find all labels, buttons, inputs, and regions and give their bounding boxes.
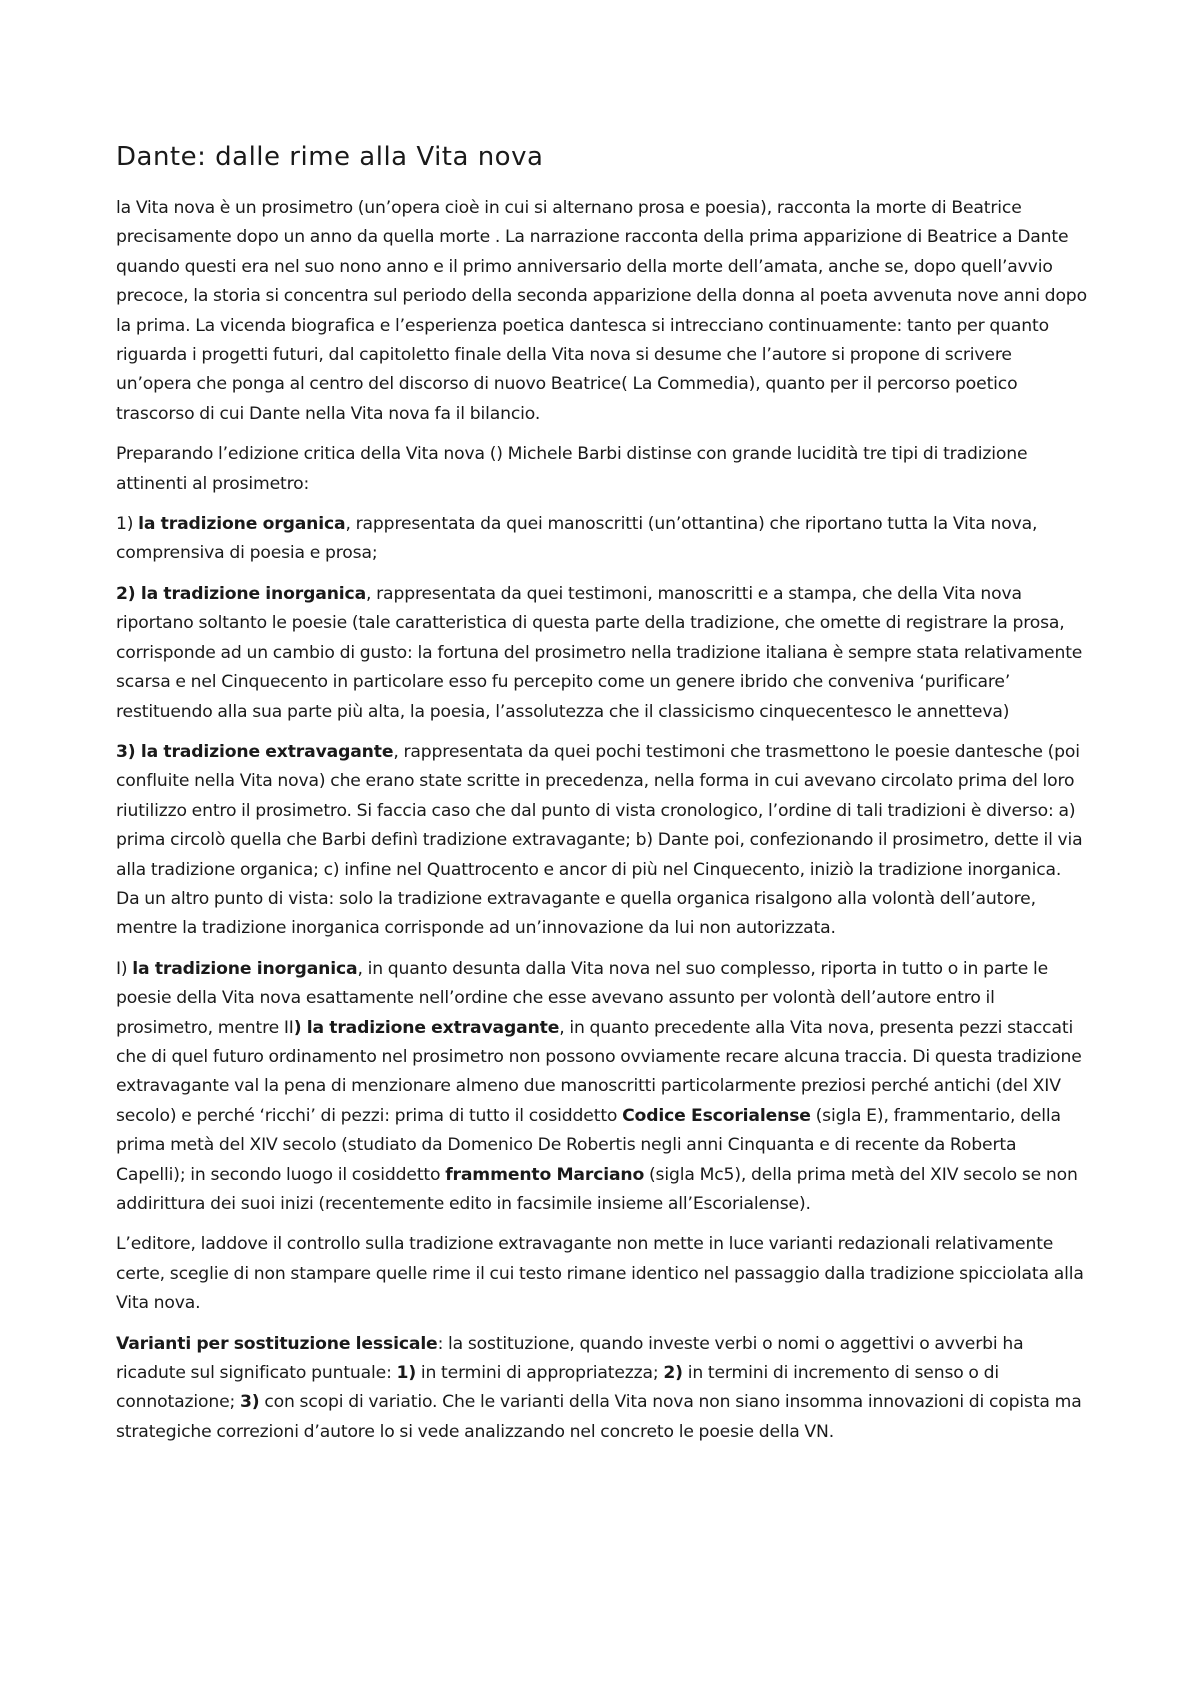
text-run: L’editore, laddove il controllo sulla tradizione extravagante non mette in luce varianti redazionali relativamente certe, sceglie di non stampare quelle rime il cui testo rimane identico nel passaggio dalla tradizione spicciolata alla Vita nova. [116, 1234, 1084, 1314]
text-run: (sigla E), frammentario, della prima metà del XIV secolo (studiato da Domenico De Robertis negli anni Cinquanta e di recente da Roberta Capelli); in secondo luogo il cosiddetto [116, 1105, 1061, 1185]
text-run: (sigla Mc5), della prima metà del XIV secolo se non addirittura dei suoi inizi (recentemente edito in facsimile insieme all’Escorialense). [116, 1164, 1078, 1214]
paragraph-6 [116, 955, 1088, 1220]
bold-text: Codice Escorialense [622, 1105, 811, 1126]
paragraph-7 [116, 1230, 1088, 1318]
bold-text: Varianti per sostituzione lessicale [116, 1333, 438, 1354]
text-run: : la sostituzione, quando investe verbi o nomi o aggettivi o avverbi ha ricadute sul significato puntuale: [116, 1333, 1024, 1384]
paragraph-8 [116, 1330, 1088, 1448]
text-run: , rappresentata da quei pochi testimoni che trasmettono le poesie dantesche (poi confluite nella Vita nova) che erano state scritte in precedenza, nella forma in cui avevano circolato prima del loro riutilizzo entro il prosimetro. Si faccia caso che dal punto di vista cronologico, l’ordine di tali tradizioni è diverso: a) prima circolò quella che Barbi definì tradizione extravagante; b) Dante poi, confezionando il prosimetro, dette il via alla tradizione organica; c) infine nel Quattrocento e ancor di più nel Cinquecento, iniziò la tradizione inorganica. Da un altro punto di vista: solo la tradizione extravagante e quella organica risalgono alla volontà dell’autore, mentre la tradizione inorganica corrisponde ad un’innovazione da lui non autorizzata. [116, 741, 1083, 939]
paragraph-5 [116, 738, 1088, 944]
bold-text: 2) la tradizione inorganica [116, 583, 367, 604]
document-body [116, 194, 1088, 1447]
text-run: , rappresentata da quei manoscritti (un’ottantina) che riportano tutta la Vita nova, comprensiva di poesia e prosa; [116, 514, 1038, 564]
paragraph-1 [116, 194, 1088, 429]
bold-text: la tradizione inorganica [132, 958, 358, 979]
text-run: in termini di appropriatezza; [416, 1363, 664, 1384]
text-run: I) [116, 958, 133, 979]
paragraph-3 [116, 510, 1088, 569]
text-run: , rappresentata da quei testimoni, manoscritti e a stampa, che della Vita nova riportano soltanto le poesie (tale caratteristica di questa parte della tradizione, che omette di registrare la prosa, corrisponde ad un cambio di gusto: la fortuna del prosimetro nella tradizione italiana è sempre stata relativamente scarsa e nel Cinquecento in particolare esso fu percepito come un genere ibrido che conveniva ‘purificare’ restituendo alla sua parte più alta, la poesia, l’assolutezza che il classicismo cinquecentesco le annetteva) [116, 583, 1083, 722]
document-title: Dante: dalle rime alla Vita nova [116, 142, 544, 172]
bold-text: ) la tradizione extravagante [293, 1017, 560, 1038]
bold-text: 3) la tradizione extravagante [116, 741, 394, 762]
text-run: 1) [116, 514, 139, 535]
paragraph-2 [116, 440, 1088, 499]
text-run: Preparando l’edizione critica della Vita nova () Michele Barbi distinse con grande lucidità tre tipi di tradizione attinenti al prosimetro: [116, 444, 1028, 494]
text-run: con scopi di variatio. Che le varianti della Vita nova non siano insomma innovazioni di copista ma strategiche correzioni d’autore lo si vede analizzando nel concreto le poesie della VN. [116, 1392, 1082, 1442]
bold-text: 2) [663, 1363, 683, 1384]
text-run: la Vita nova è un prosimetro (un’opera cioè in cui si alternano prosa e poesia), racconta la morte di Beatrice precisamente dopo un anno da quella morte . La narrazione racconta della prima apparizione di Beatrice a Dante quando questi era nel suo nono anno e il primo anniversario della morte dell’amata, anche se, dopo quell’avvio precoce, la storia si concentra sul periodo della seconda apparizione della donna al poeta avvenuta nove anni dopo la prima. La vicenda biografica e l’esperienza poetica dantesca si intrecciano continuamente: tanto per quanto riguarda i progetti futuri, dal capitoletto finale della Vita nova si desume che l’autore si propone di scrivere un’opera che ponga al centro del discorso di nuovo Beatrice( La Commedia), quanto per il percorso poetico trascorso di cui Dante nella Vita nova fa il bilancio. [116, 198, 1087, 424]
bold-text: frammento Marciano [445, 1164, 645, 1185]
document-page [116, 140, 1088, 1458]
text-run: in termini di incremento di senso o di connotazione; [116, 1363, 999, 1413]
bold-text: 3) [239, 1392, 260, 1413]
text-run: , in quanto precedente alla Vita nova, presenta pezzi staccati che di quel futuro ordinamento nel prosimetro non possono ovviamente recare alcuna traccia. Di questa tradizione extravagante val la pena di menzionare almeno due manoscritti particolarmente preziosi perché antichi (del XIV secolo) e perché ‘ricchi’ di pezzi: prima di tutto il cosiddetto [116, 1017, 1082, 1126]
text-run: , in quanto desunta dalla Vita nova nel suo complesso, riporta in tutto o in parte le poesie della Vita nova esattamente nell’ordine che esse avevano assunto per volontà dell’autore entro il prosimetro, mentre II [116, 958, 1049, 1038]
bold-text: 1) [396, 1363, 417, 1384]
bold-text: la tradizione organica [138, 514, 346, 535]
paragraph-4 [116, 580, 1088, 727]
